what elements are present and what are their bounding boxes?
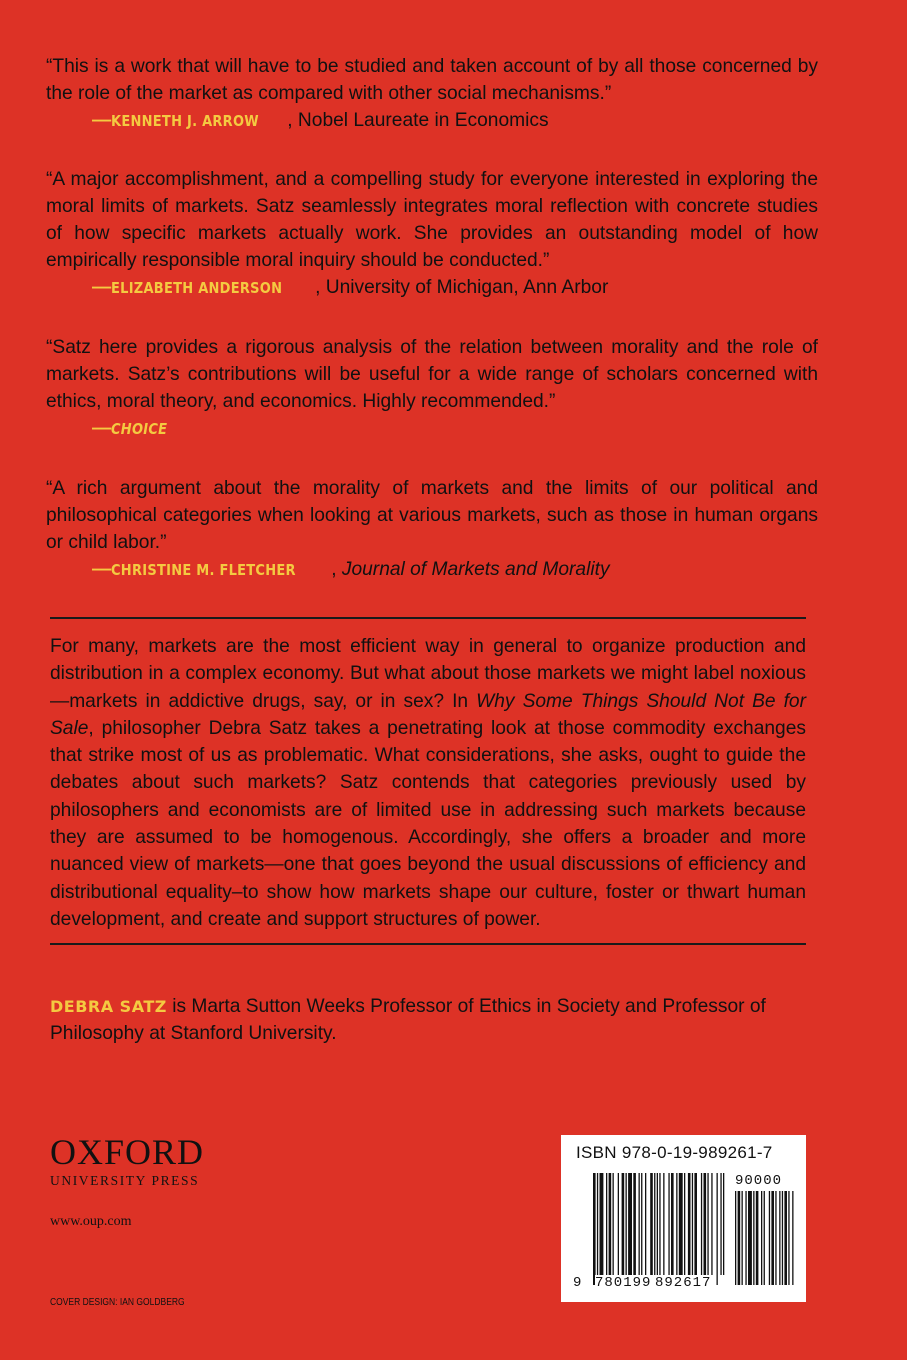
- barcode-bar: [720, 1173, 721, 1275]
- barcode-bar: [600, 1173, 604, 1275]
- barcode-bar: [684, 1173, 685, 1275]
- barcode-bar: [711, 1173, 712, 1275]
- addon-bar: [771, 1191, 774, 1285]
- addon-bar: [775, 1191, 776, 1285]
- addon-bar: [735, 1191, 736, 1285]
- barcode-bar: [701, 1173, 702, 1275]
- publisher-url: www.oup.com: [50, 1214, 132, 1229]
- reviewer-name: ELIZABETH ANDERSON: [111, 279, 283, 297]
- attribution-dash: —: [92, 559, 112, 580]
- author-name: DEBRA SATZ: [50, 997, 167, 1016]
- attribution-dash: —: [92, 277, 112, 298]
- review-attribution: [92, 274, 818, 302]
- barcode-bar: [679, 1173, 683, 1275]
- barcode-bar: [645, 1173, 646, 1275]
- barcode-bar: [671, 1173, 674, 1275]
- review-attribution: [92, 107, 818, 135]
- barcode-bar: [668, 1173, 669, 1275]
- barcode-bar: [650, 1173, 653, 1275]
- barcode-bar: [593, 1173, 596, 1285]
- book-description: [50, 633, 806, 933]
- barcode-bar: [626, 1173, 627, 1275]
- barcode-bar: [676, 1173, 677, 1275]
- barcode-bars: [593, 1173, 794, 1285]
- author-bio-text: is Marta Sutton Weeks Professor of Ethics in Society and Professor of Philosophy at Stanford University.: [50, 996, 766, 1044]
- review-choice: [46, 334, 818, 443]
- addon-bar: [748, 1191, 752, 1285]
- barcode-bar: [628, 1173, 632, 1275]
- review-arrow: [46, 53, 818, 135]
- publisher-subtitle: UNIVERSITY PRESS: [50, 1173, 200, 1188]
- barcode-digits-left: 780199: [595, 1275, 652, 1291]
- barcode-digit-first: 9: [573, 1275, 582, 1291]
- barcode-bar: [597, 1173, 598, 1285]
- reviewer-affiliation: , Nobel Laureate in Economics: [287, 110, 549, 131]
- cover-credit: COVER DESIGN: IAN GOLDBERG: [50, 1297, 185, 1308]
- isbn-label: ISBN 978-0-19-989261-7: [576, 1143, 773, 1162]
- addon-bar: [788, 1191, 789, 1285]
- review-quote: “Satz here provides a rigorous analysis of the relation between morality and the role of markets. Satz’s contributions will be useful for a wide range of scholars concerned with ethics, moral theory, and economics. Highly recommended.”: [46, 337, 818, 412]
- barcode-bar: [639, 1173, 640, 1275]
- barcode-bar: [707, 1173, 708, 1275]
- publisher-name: OXFORD: [50, 1132, 205, 1172]
- review-quote: “This is a work that will have to be studied and taken account of by all those concerned by the role of the market as compared with other social mechanisms.”: [46, 56, 818, 104]
- addon-bar: [761, 1191, 762, 1285]
- review-attribution: [92, 556, 818, 584]
- reviewer-affiliation: Journal of Markets and Morality: [341, 559, 610, 580]
- attribution-dash: —: [92, 418, 112, 439]
- barcode-bar: [692, 1173, 693, 1275]
- addon-bar: [784, 1191, 787, 1285]
- review-quote: “A rich argument about the morality of markets and the limits of our political and philosophical categories when looking at various markets, such as those in human organs or child labor.”: [46, 478, 818, 553]
- price-code: 90000: [735, 1173, 783, 1189]
- description-book-title: Why Some Things Should Not Be for Sale: [50, 690, 806, 739]
- isbn-barcode-box: [561, 1135, 806, 1302]
- barcode-bar: [622, 1173, 625, 1275]
- addon-bar: [769, 1191, 770, 1285]
- review-attribution: [92, 415, 818, 443]
- reviewer-name: KENNETH J. ARROW: [111, 112, 260, 130]
- reviewer-name: CHRISTINE M. FLETCHER: [111, 561, 297, 579]
- reviewer-name: CHOICE: [111, 420, 168, 438]
- barcode-bar: [654, 1173, 655, 1275]
- attribution-dash: —: [92, 110, 112, 131]
- barcode-bar: [723, 1173, 724, 1275]
- addon-bar: [738, 1191, 741, 1285]
- reviewer-affiliation: , University of Michigan, Ann Arbor: [315, 277, 609, 298]
- barcode-bar: [663, 1173, 664, 1275]
- description-part1: For many, markets are the most efficient way in general to organize production and distribution in a complex economy. But what about those markets we might label noxious—markets in addictive drugs, say, or in sex? In: [50, 636, 806, 712]
- barcode-bar: [657, 1173, 658, 1275]
- author-bio: [50, 993, 808, 1047]
- review-quote: “A major accomplishment, and a compelling study for everyone interested in exploring the moral limits of markets. Satz seamlessly integrates moral reflection with concrete studies of how specific markets actually work. She provides an outstanding model of how empirically responsible moral inquiry should be conducted.”: [46, 169, 818, 271]
- barcode-bar: [688, 1173, 691, 1275]
- description-part2: , philosopher Debra Satz takes a penetrating look at those commodity exchanges that strike most of us as problematic. What considerations, she asks, ought to guide the debates about such markets? Satz contends that categories previously used by philosophers and economists are of limited use in addressing such markets because they are assumed to be homogenous. Accordingly, she offers a broader and more nuanced view of markets—one that goes beyond the usual discussions of efficiency and distributional equality–to show how markets shape our culture, foster or thwart human development, and create and support structures of power.: [50, 717, 806, 930]
- barcode-bar: [633, 1173, 636, 1275]
- barcode-bar: [613, 1173, 614, 1275]
- review-fletcher: [46, 475, 818, 584]
- barcode-bar: [618, 1173, 619, 1275]
- addon-bar: [792, 1191, 793, 1285]
- addon-bar: [745, 1191, 746, 1285]
- barcode-digits-right: 892617: [655, 1275, 712, 1291]
- addon-bar: [742, 1191, 743, 1285]
- divider-bottom: [50, 943, 806, 945]
- divider-top: [50, 617, 806, 619]
- addon-bar: [764, 1191, 765, 1285]
- reviewer-affiliation-prefix: ,: [331, 559, 342, 580]
- barcode-bar: [606, 1173, 607, 1275]
- barcode-bar: [609, 1173, 612, 1275]
- barcode-bar: [694, 1173, 697, 1275]
- barcode-bar: [659, 1173, 660, 1275]
- addon-bar: [753, 1191, 754, 1285]
- barcode-bar: [704, 1173, 707, 1275]
- barcode-bar: [717, 1173, 718, 1285]
- publisher-logo: [50, 1133, 204, 1189]
- barcode-bar: [641, 1173, 642, 1275]
- addon-bar: [756, 1191, 759, 1285]
- addon-bar: [782, 1191, 783, 1285]
- review-anderson: [46, 166, 818, 302]
- addon-bar: [779, 1191, 780, 1285]
